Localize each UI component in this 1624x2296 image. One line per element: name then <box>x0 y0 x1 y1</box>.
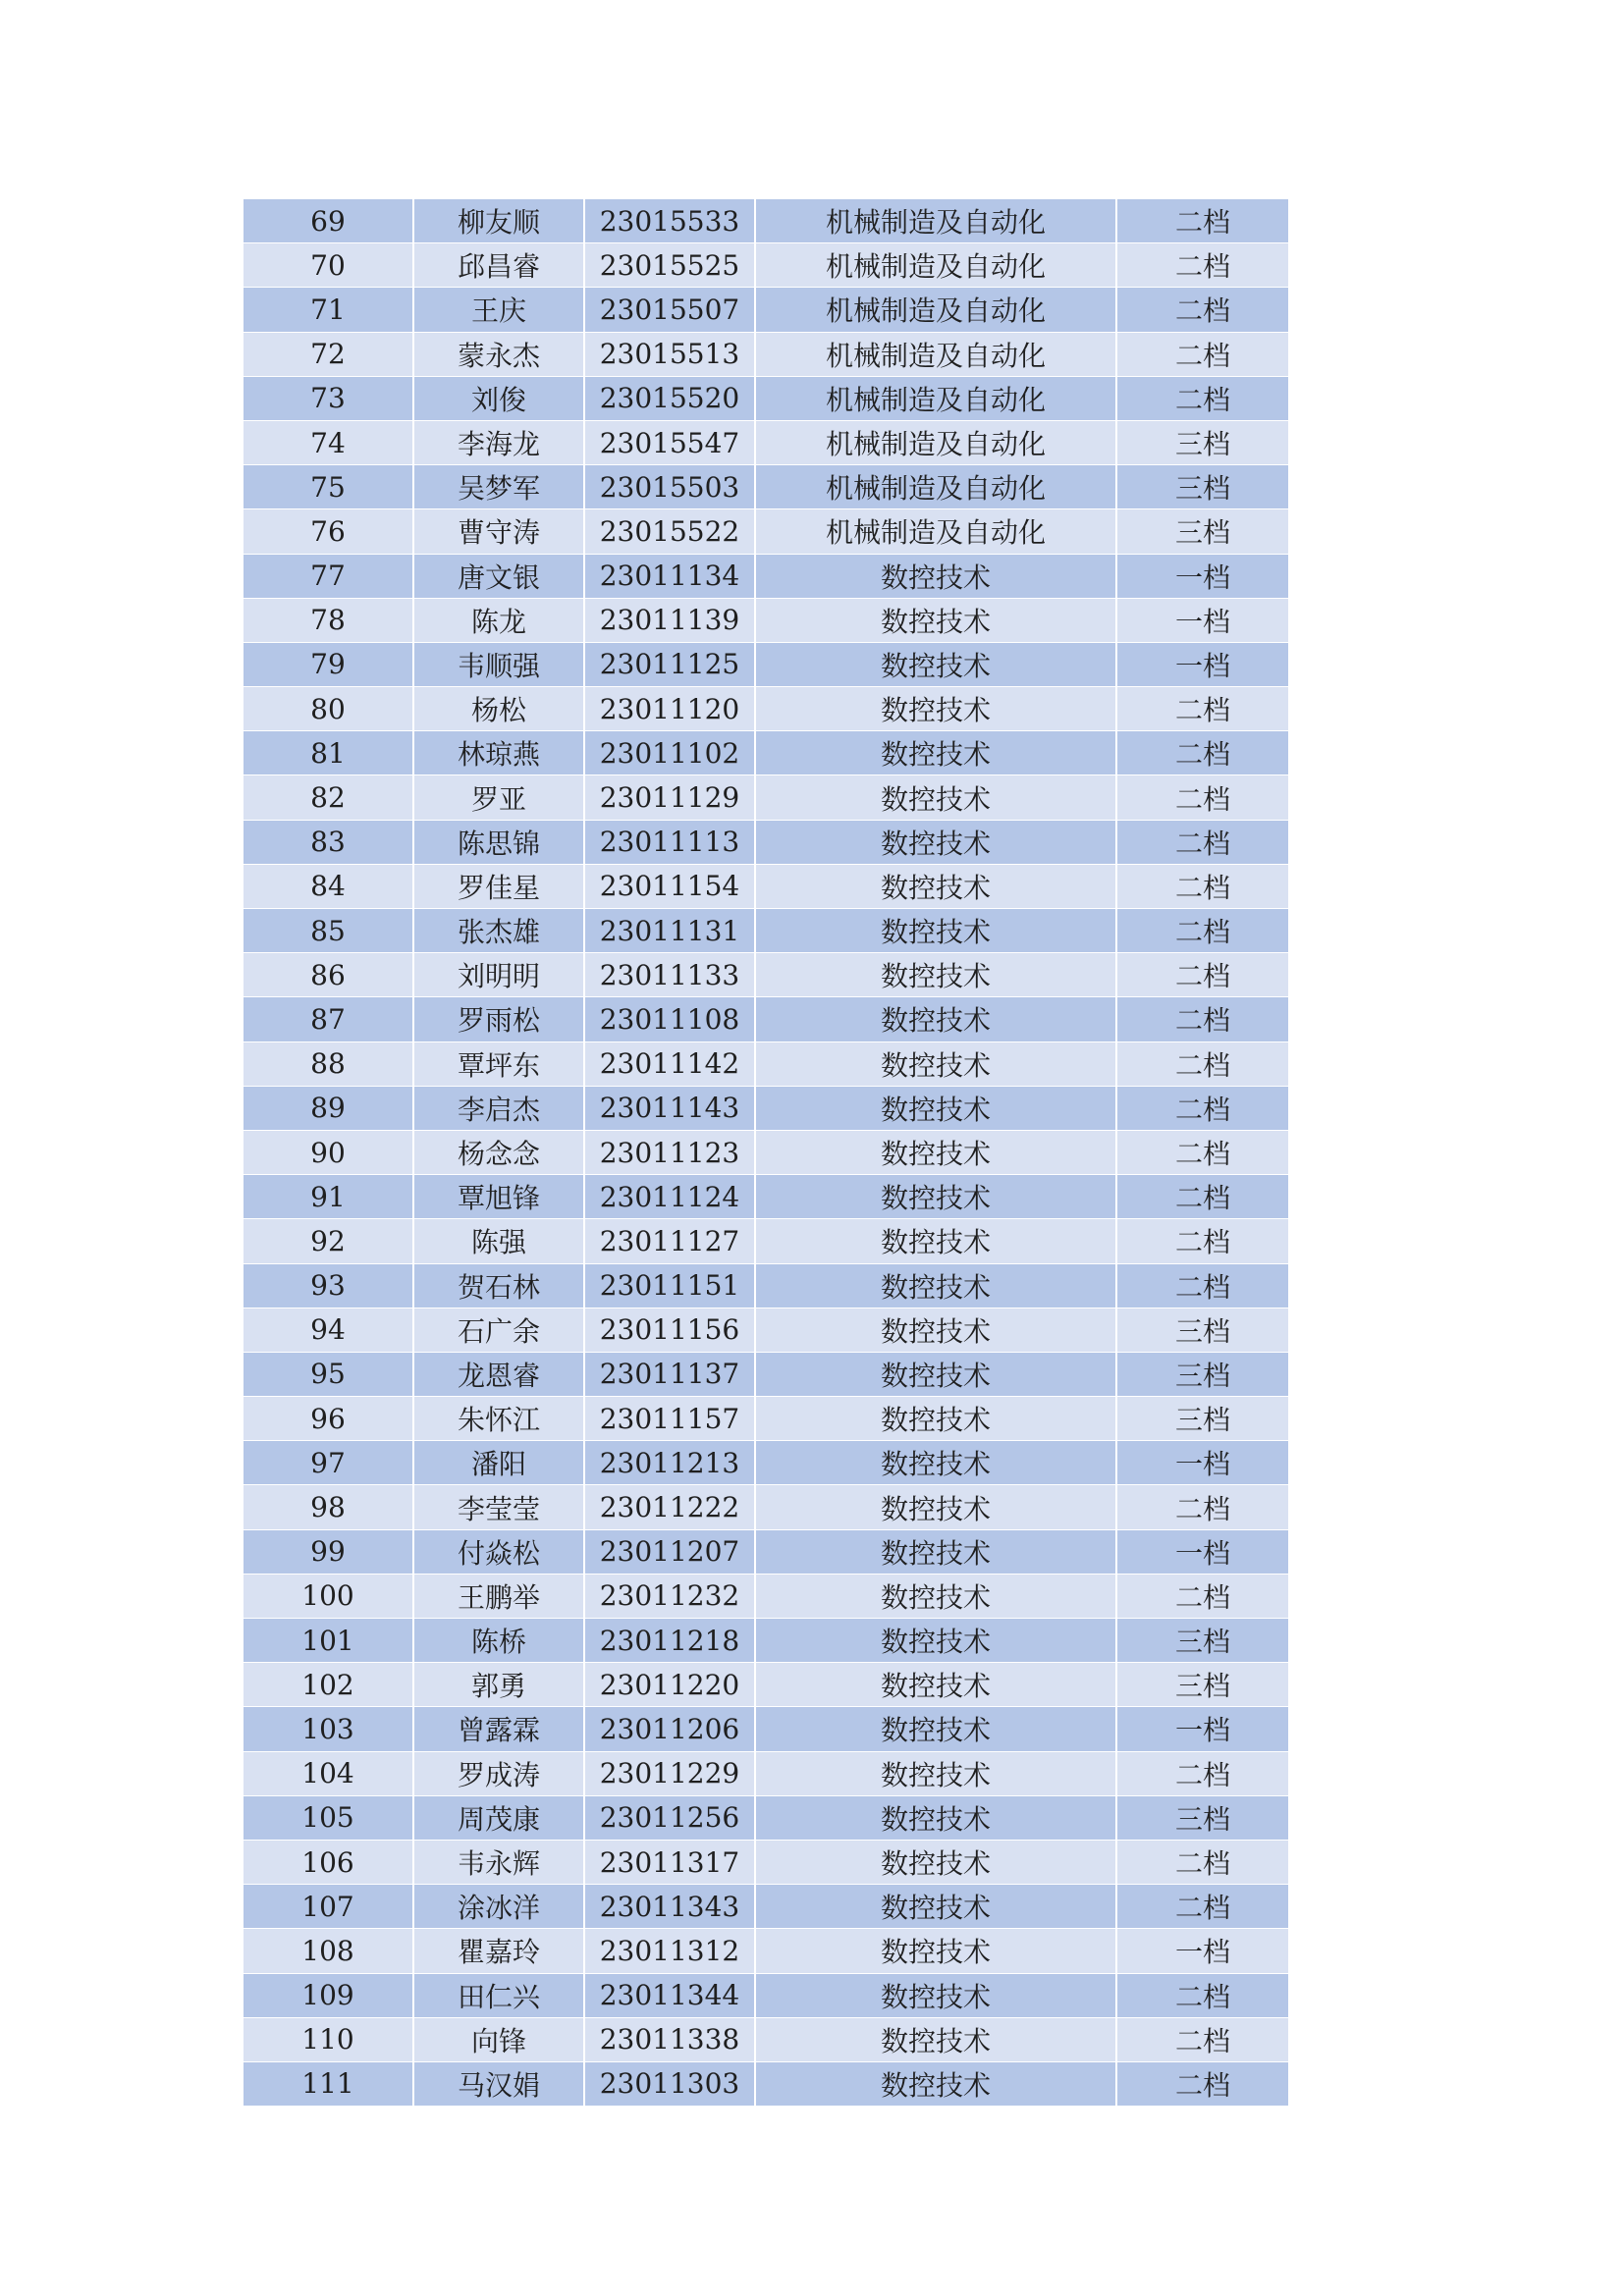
major-cell: 数控技术 <box>756 775 1117 819</box>
major-cell: 数控技术 <box>756 821 1117 864</box>
student-id-cell: 23011151 <box>585 1264 756 1308</box>
student-name-cell: 朱怀江 <box>414 1397 585 1440</box>
row-number-cell: 106 <box>244 1841 414 1884</box>
major-cell: 数控技术 <box>756 953 1117 996</box>
major-cell: 数控技术 <box>756 1885 1117 1928</box>
student-name-cell: 王鹏举 <box>414 1575 585 1618</box>
table-row <box>244 288 1288 332</box>
student-id-cell: 23011256 <box>585 1796 756 1840</box>
row-number-cell: 110 <box>244 2018 414 2061</box>
row-number-cell: 88 <box>244 1042 414 1086</box>
row-number-cell: 75 <box>244 465 414 508</box>
table-row <box>244 1575 1288 1619</box>
major-cell: 数控技术 <box>756 1485 1117 1528</box>
level-cell: 三档 <box>1174 1314 1230 1348</box>
table-row <box>244 377 1288 421</box>
student-id-cell: 23011312 <box>585 1929 756 1972</box>
student-id-cell: 23011137 <box>585 1353 756 1396</box>
student-id-cell: 23011139 <box>585 599 756 642</box>
table-row <box>244 465 1288 509</box>
level-cell: 一档 <box>1174 649 1230 682</box>
major-cell: 数控技术 <box>756 2062 1117 2106</box>
level-cell: 一档 <box>1174 561 1230 594</box>
row-number-cell: 100 <box>244 1575 414 1618</box>
level-cell: 二档 <box>1174 1226 1230 1259</box>
student-id-cell: 23015513 <box>585 333 756 376</box>
level-cell: 二档 <box>1174 339 1230 372</box>
student-name-cell: 潘阳 <box>414 1441 585 1484</box>
row-number-cell: 108 <box>244 1929 414 1972</box>
major-cell: 机械制造及自动化 <box>756 377 1117 420</box>
student-name-cell: 石广余 <box>414 1308 585 1352</box>
row-number-cell: 69 <box>244 199 414 242</box>
major-cell: 数控技术 <box>756 1264 1117 1308</box>
major-cell: 数控技术 <box>756 1087 1117 1130</box>
level-cell: 一档 <box>1174 1536 1230 1570</box>
row-number-cell: 82 <box>244 775 414 819</box>
student-name-cell: 唐文银 <box>414 555 585 598</box>
table-row <box>244 775 1288 820</box>
level-cell: 二档 <box>1174 206 1230 240</box>
student-id-cell: 23011156 <box>585 1308 756 1352</box>
student-name-cell: 陈强 <box>414 1219 585 1262</box>
row-number-cell: 94 <box>244 1308 414 1352</box>
student-name-cell: 陈桥 <box>414 1619 585 1662</box>
major-cell: 数控技术 <box>756 2018 1117 2061</box>
row-number-cell: 81 <box>244 731 414 774</box>
student-name-cell: 蒙永杰 <box>414 333 585 376</box>
level-cell: 二档 <box>1174 383 1230 416</box>
row-number-cell: 104 <box>244 1752 414 1795</box>
student-name-cell: 杨念念 <box>414 1131 585 1174</box>
student-name-cell: 郭勇 <box>414 1663 585 1706</box>
student-id-cell: 23011108 <box>585 997 756 1041</box>
level-cell: 三档 <box>1174 1802 1230 1836</box>
student-id-cell: 23011338 <box>585 2018 756 2061</box>
student-id-cell: 23011344 <box>585 1974 756 2017</box>
major-cell: 数控技术 <box>756 1308 1117 1352</box>
student-name-cell: 周茂康 <box>414 1796 585 1840</box>
table-row <box>244 643 1288 687</box>
major-cell: 数控技术 <box>756 909 1117 952</box>
student-id-cell: 23015520 <box>585 377 756 420</box>
major-cell: 机械制造及自动化 <box>756 333 1117 376</box>
major-cell: 数控技术 <box>756 1042 1117 1086</box>
student-id-cell: 23011131 <box>585 909 756 952</box>
student-name-cell: 曹守涛 <box>414 509 585 553</box>
major-cell: 数控技术 <box>756 731 1117 774</box>
row-number-cell: 70 <box>244 243 414 287</box>
student-id-cell: 23015547 <box>585 421 756 464</box>
level-cell: 三档 <box>1174 1670 1230 1703</box>
table-row <box>244 1885 1288 1929</box>
table-row <box>244 687 1288 731</box>
student-name-cell: 向锋 <box>414 2018 585 2061</box>
major-cell: 数控技术 <box>756 997 1117 1041</box>
major-cell: 机械制造及自动化 <box>756 421 1117 464</box>
level-cell: 三档 <box>1174 516 1230 550</box>
row-number-cell: 74 <box>244 421 414 464</box>
table-row <box>244 1485 1288 1529</box>
student-id-cell: 23011207 <box>585 1530 756 1574</box>
level-cell: 二档 <box>1174 1847 1230 1881</box>
table-row <box>244 509 1288 554</box>
major-cell: 数控技术 <box>756 1175 1117 1218</box>
student-id-cell: 23011142 <box>585 1042 756 1086</box>
row-number-cell: 105 <box>244 1796 414 1840</box>
student-name-cell: 付焱松 <box>414 1530 585 1574</box>
student-name-cell: 王庆 <box>414 288 585 331</box>
level-cell: 三档 <box>1174 428 1230 461</box>
major-cell: 数控技术 <box>756 1219 1117 1262</box>
major-cell: 数控技术 <box>756 1353 1117 1396</box>
major-cell: 数控技术 <box>756 1619 1117 1662</box>
level-cell: 二档 <box>1174 1758 1230 1791</box>
major-cell: 数控技术 <box>756 555 1117 598</box>
row-number-cell: 98 <box>244 1485 414 1528</box>
student-id-cell: 23011102 <box>585 731 756 774</box>
row-number-cell: 83 <box>244 821 414 864</box>
student-name-cell: 覃旭锋 <box>414 1175 585 1218</box>
table-row <box>244 1131 1288 1175</box>
row-number-cell: 107 <box>244 1885 414 1928</box>
major-cell: 数控技术 <box>756 1575 1117 1618</box>
table-row <box>244 1087 1288 1131</box>
major-cell: 数控技术 <box>756 1707 1117 1750</box>
student-name-cell: 贺石林 <box>414 1264 585 1308</box>
student-name-cell: 罗雨松 <box>414 997 585 1041</box>
level-cell: 二档 <box>1174 250 1230 284</box>
level-cell: 二档 <box>1174 294 1230 328</box>
student-name-cell: 杨松 <box>414 687 585 730</box>
table-row <box>244 1663 1288 1707</box>
table-row <box>244 1219 1288 1263</box>
level-cell: 二档 <box>1174 1892 1230 1925</box>
student-id-cell: 23011129 <box>585 775 756 819</box>
major-cell: 机械制造及自动化 <box>756 243 1117 287</box>
level-cell: 三档 <box>1174 1404 1230 1437</box>
level-cell: 二档 <box>1174 827 1230 860</box>
table-row <box>244 243 1288 288</box>
table-row <box>244 1308 1288 1353</box>
student-id-cell: 23011157 <box>585 1397 756 1440</box>
student-id-cell: 23011206 <box>585 1707 756 1750</box>
level-cell: 三档 <box>1174 472 1230 506</box>
student-name-cell: 李海龙 <box>414 421 585 464</box>
student-id-cell: 23015522 <box>585 509 756 553</box>
row-number-cell: 85 <box>244 909 414 952</box>
major-cell: 数控技术 <box>756 1929 1117 1972</box>
row-number-cell: 111 <box>244 2062 414 2106</box>
student-name-cell: 罗亚 <box>414 775 585 819</box>
major-cell: 数控技术 <box>756 1441 1117 1484</box>
student-name-cell: 吴梦军 <box>414 465 585 508</box>
student-name-cell: 李莹莹 <box>414 1485 585 1528</box>
student-id-cell: 23015533 <box>585 199 756 242</box>
student-id-cell: 23011343 <box>585 1885 756 1928</box>
table-row <box>244 1752 1288 1796</box>
student-id-cell: 23011125 <box>585 643 756 686</box>
row-number-cell: 71 <box>244 288 414 331</box>
table-row <box>244 1353 1288 1397</box>
major-cell: 数控技术 <box>756 865 1117 908</box>
level-cell: 二档 <box>1174 1980 1230 2013</box>
student-id-cell: 23011317 <box>585 1841 756 1884</box>
student-name-cell: 覃坪东 <box>414 1042 585 1086</box>
major-cell: 数控技术 <box>756 1752 1117 1795</box>
student-table <box>244 199 1288 2107</box>
level-cell: 二档 <box>1174 960 1230 993</box>
row-number-cell: 109 <box>244 1974 414 2017</box>
student-id-cell: 23011213 <box>585 1441 756 1484</box>
level-cell: 二档 <box>1174 1580 1230 1614</box>
student-id-cell: 23015525 <box>585 243 756 287</box>
row-number-cell: 91 <box>244 1175 414 1218</box>
student-name-cell: 陈思锦 <box>414 821 585 864</box>
table-row <box>244 199 1288 243</box>
table-row <box>244 421 1288 465</box>
row-number-cell: 79 <box>244 643 414 686</box>
table-row <box>244 2062 1288 2107</box>
student-name-cell: 龙恩睿 <box>414 1353 585 1396</box>
table-row <box>244 1441 1288 1485</box>
major-cell: 数控技术 <box>756 1663 1117 1706</box>
student-id-cell: 23015503 <box>585 465 756 508</box>
level-cell: 二档 <box>1174 1093 1230 1126</box>
major-cell: 机械制造及自动化 <box>756 465 1117 508</box>
major-cell: 数控技术 <box>756 643 1117 686</box>
major-cell: 数控技术 <box>756 1530 1117 1574</box>
row-number-cell: 103 <box>244 1707 414 1750</box>
row-number-cell: 80 <box>244 687 414 730</box>
student-name-cell: 刘俊 <box>414 377 585 420</box>
row-number-cell: 78 <box>244 599 414 642</box>
student-name-cell: 陈龙 <box>414 599 585 642</box>
major-cell: 数控技术 <box>756 599 1117 642</box>
student-id-cell: 23015507 <box>585 288 756 331</box>
student-id-cell: 23011303 <box>585 2062 756 2106</box>
row-number-cell: 95 <box>244 1353 414 1396</box>
student-id-cell: 23011232 <box>585 1575 756 1618</box>
level-cell: 一档 <box>1174 1714 1230 1747</box>
table-row <box>244 953 1288 997</box>
student-id-cell: 23011134 <box>585 555 756 598</box>
level-cell: 二档 <box>1174 1048 1230 1082</box>
row-number-cell: 102 <box>244 1663 414 1706</box>
row-number-cell: 99 <box>244 1530 414 1574</box>
student-id-cell: 23011127 <box>585 1219 756 1262</box>
student-name-cell: 韦顺强 <box>414 643 585 686</box>
table-row <box>244 1619 1288 1663</box>
student-name-cell: 李启杰 <box>414 1087 585 1130</box>
student-id-cell: 23011229 <box>585 1752 756 1795</box>
table-row <box>244 599 1288 643</box>
student-id-cell: 23011120 <box>585 687 756 730</box>
row-number-cell: 84 <box>244 865 414 908</box>
level-cell: 二档 <box>1174 871 1230 904</box>
level-cell: 二档 <box>1174 2024 1230 2057</box>
major-cell: 数控技术 <box>756 687 1117 730</box>
row-number-cell: 92 <box>244 1219 414 1262</box>
level-cell: 二档 <box>1174 694 1230 727</box>
table-row <box>244 997 1288 1041</box>
level-cell: 二档 <box>1174 1004 1230 1038</box>
row-number-cell: 72 <box>244 333 414 376</box>
student-name-cell: 张杰雄 <box>414 909 585 952</box>
major-cell: 数控技术 <box>756 1974 1117 2017</box>
level-cell: 一档 <box>1174 1936 1230 1969</box>
table-row <box>244 2018 1288 2062</box>
student-id-cell: 23011143 <box>585 1087 756 1130</box>
table-row <box>244 821 1288 865</box>
major-cell: 机械制造及自动化 <box>756 509 1117 553</box>
major-cell: 机械制造及自动化 <box>756 199 1117 242</box>
row-number-cell: 97 <box>244 1441 414 1484</box>
student-id-cell: 23011222 <box>585 1485 756 1528</box>
table-row <box>244 1707 1288 1751</box>
row-number-cell: 86 <box>244 953 414 996</box>
row-number-cell: 87 <box>244 997 414 1041</box>
major-cell: 机械制造及自动化 <box>756 288 1117 331</box>
major-cell: 数控技术 <box>756 1131 1117 1174</box>
row-number-cell: 101 <box>244 1619 414 1662</box>
level-cell: 二档 <box>1174 1492 1230 1525</box>
table-row <box>244 555 1288 599</box>
student-name-cell: 刘明明 <box>414 953 585 996</box>
level-cell: 二档 <box>1174 916 1230 949</box>
student-name-cell: 罗成涛 <box>414 1752 585 1795</box>
table-row <box>244 333 1288 377</box>
student-name-cell: 马汉娟 <box>414 2062 585 2106</box>
student-id-cell: 23011220 <box>585 1663 756 1706</box>
level-cell: 一档 <box>1174 1448 1230 1481</box>
row-number-cell: 73 <box>244 377 414 420</box>
student-name-cell: 罗佳星 <box>414 865 585 908</box>
student-name-cell: 瞿嘉玲 <box>414 1929 585 1972</box>
level-cell: 三档 <box>1174 1626 1230 1659</box>
level-cell: 一档 <box>1174 605 1230 638</box>
level-cell: 二档 <box>1174 1138 1230 1171</box>
student-name-cell: 田仁兴 <box>414 1974 585 2017</box>
row-number-cell: 90 <box>244 1131 414 1174</box>
student-name-cell: 韦永辉 <box>414 1841 585 1884</box>
student-name-cell: 曾露霖 <box>414 1707 585 1750</box>
student-id-cell: 23011124 <box>585 1175 756 1218</box>
student-id-cell: 23011133 <box>585 953 756 996</box>
table-row <box>244 1264 1288 1308</box>
major-cell: 数控技术 <box>756 1397 1117 1440</box>
table-row <box>244 1397 1288 1441</box>
row-number-cell: 89 <box>244 1087 414 1130</box>
level-cell: 二档 <box>1174 1270 1230 1304</box>
table-row <box>244 731 1288 775</box>
student-name-cell: 邱昌睿 <box>414 243 585 287</box>
level-cell: 二档 <box>1174 1182 1230 1215</box>
table-row <box>244 1841 1288 1885</box>
row-number-cell: 76 <box>244 509 414 553</box>
row-number-cell: 77 <box>244 555 414 598</box>
table-row <box>244 1530 1288 1575</box>
row-number-cell: 96 <box>244 1397 414 1440</box>
table-row <box>244 1974 1288 2018</box>
student-name-cell: 林琼燕 <box>414 731 585 774</box>
row-number-cell: 93 <box>244 1264 414 1308</box>
level-cell: 三档 <box>1174 1359 1230 1392</box>
table-row <box>244 909 1288 953</box>
level-cell: 二档 <box>1174 2068 1230 2102</box>
table-row <box>244 865 1288 909</box>
table-row <box>244 1175 1288 1219</box>
student-id-cell: 23011123 <box>585 1131 756 1174</box>
student-id-cell: 23011218 <box>585 1619 756 1662</box>
student-id-cell: 23011113 <box>585 821 756 864</box>
student-id-cell: 23011154 <box>585 865 756 908</box>
table-row <box>244 1929 1288 1973</box>
student-name-cell: 涂冰洋 <box>414 1885 585 1928</box>
major-cell: 数控技术 <box>756 1796 1117 1840</box>
table-row <box>244 1796 1288 1841</box>
level-cell: 二档 <box>1174 782 1230 816</box>
student-name-cell: 柳友顺 <box>414 199 585 242</box>
level-cell: 二档 <box>1174 738 1230 772</box>
table-row <box>244 1042 1288 1087</box>
major-cell: 数控技术 <box>756 1841 1117 1884</box>
